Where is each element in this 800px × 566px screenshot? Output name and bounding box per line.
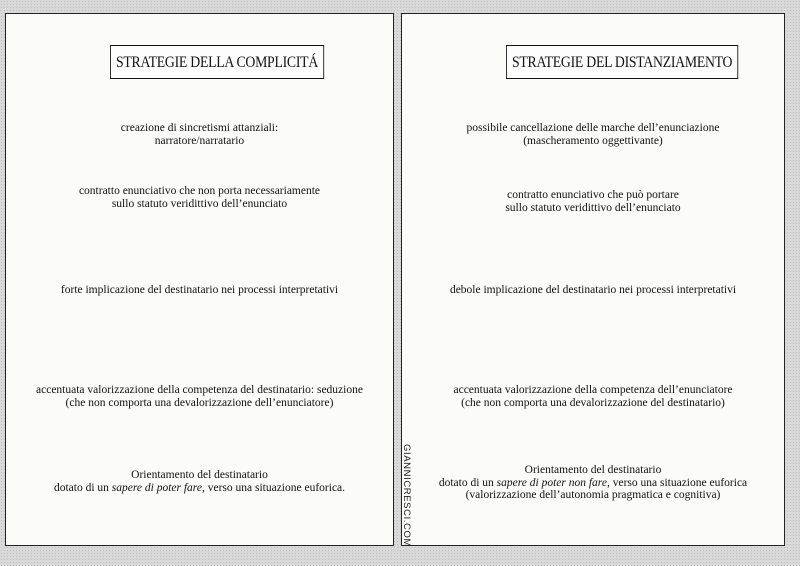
right-item-2 [402,189,784,214]
left-item-5 [6,469,393,494]
right-item-2-line-2: sullo statuto veridittivo dell’enunciato [505,201,681,214]
left-item-1 [6,122,393,147]
right-item-5 [402,464,784,502]
right-title: STRATEGIE DEL DISTANZIAMENTO [506,45,738,79]
left-item-1-line-1: creazione di sincretismi attanziali: [120,122,279,134]
left-item-5-line-1: Orientamento del destinatario [131,469,268,481]
right-item-5-post: , verso una situazione euforica [606,476,748,489]
left-item-5-emphasis: sapere di poter fare [111,481,202,494]
left-item-2-line-1: contratto enunciativo che non porta necessariamente [78,185,321,197]
left-item-4-line-2: (che non comporta una devalorizzazione dell’enunciatore) [65,396,334,409]
right-item-1 [402,122,784,147]
left-item-4-line-1: accentuata valorizzazione della competenza del destinatario: seduzione [36,384,363,396]
watermark [402,444,412,546]
right-item-1-line-2: (mascheramento oggettivante) [523,134,663,147]
right-item-4 [402,384,784,409]
right-item-5-emphasis: sapere di poter non fare [496,476,607,489]
left-item-2-line-2: sullo statuto veridittivo dell’enunciato [111,197,288,210]
left-title: STRATEGIE DELLA COMPLICITÁ [110,45,324,79]
left-item-5-post: , verso una situazione euforica. [201,481,346,494]
left-item-1-line-2: narratore/narratario [154,134,245,147]
left-item-3 [6,284,393,297]
left-panel [5,13,394,546]
right-item-5-pre: dotato di un [438,476,497,489]
right-item-2-line-1: contratto enunciativo che può portare [507,189,679,201]
left-item-5-pre: dotato di un [53,481,112,494]
right-item-4-line-2: (che non comporta una devalorizzazione del destinatario) [461,396,725,409]
right-item-5-line-2 [402,477,784,490]
right-item-3-line-1: debole implicazione del destinatario nei processi interpretativi [449,284,737,296]
left-item-3-line-1: forte implicazione del destinatario nei processi interpretativi [60,284,339,296]
watermark-text: GIANNICRESCI.COM [401,444,412,548]
right-item-3 [402,284,784,297]
right-item-5-line-1: Orientamento del destinatario [524,464,662,476]
right-panel [401,13,785,546]
right-item-5-line-3: (valorizzazione dell’autonomia pragmatica e cognitiva) [465,489,721,501]
left-item-2 [6,185,393,210]
left-item-5-line-2 [6,482,393,495]
right-item-4-line-1: accentuata valorizzazione della competenza dell’enunciatore [453,384,733,396]
right-item-1-line-1: possibile cancellazione delle marche dell’enunciazione [466,122,720,134]
left-item-4 [6,384,393,409]
